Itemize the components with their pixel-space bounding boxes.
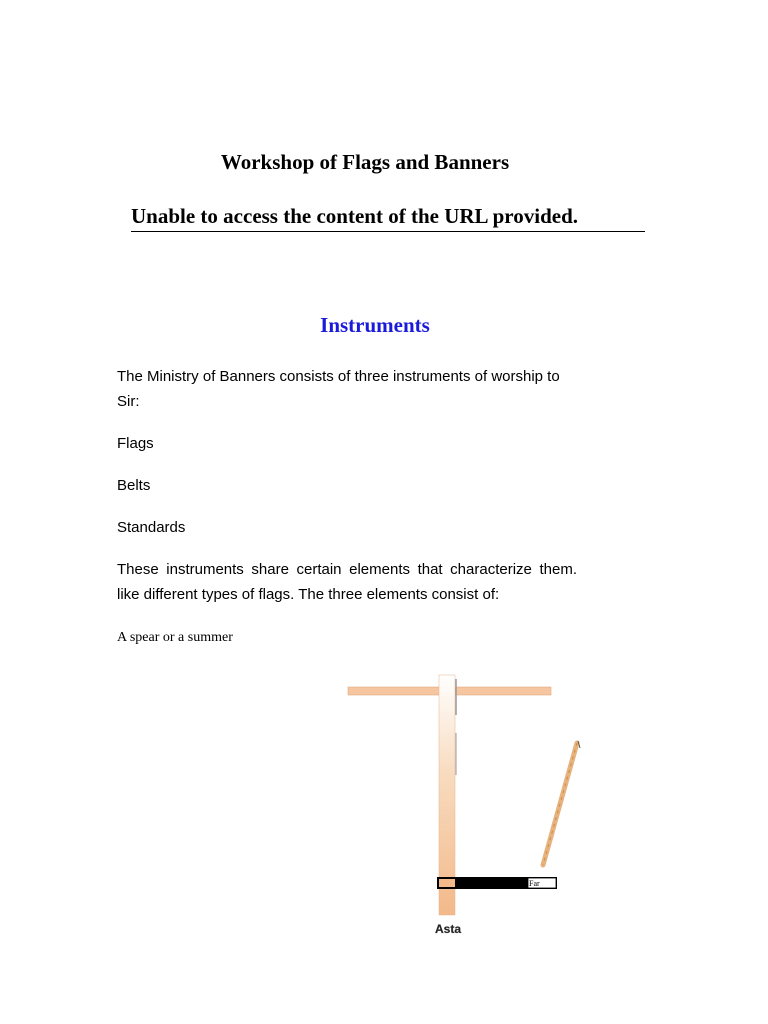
flag-pole-diagram bbox=[330, 665, 600, 950]
elements-paragraph: These instruments share certain elements that characterize them. like different types of flags. The three elements consist of: bbox=[117, 561, 577, 603]
instrument-item-flags: Flags bbox=[117, 435, 154, 452]
instrument-item-standards: Standards bbox=[117, 519, 186, 536]
instrument-item-belts: Belts bbox=[117, 477, 151, 494]
section-heading-instruments: Instruments bbox=[320, 313, 430, 337]
spear-shape bbox=[543, 741, 580, 865]
document-subtitle: Unable to access the content of the URL provided. bbox=[131, 204, 645, 232]
element-item-spear: A spear or a summer bbox=[117, 630, 233, 645]
pole-label: Asta bbox=[435, 922, 462, 936]
bar-label: Far bbox=[529, 879, 540, 888]
intro-paragraph: The Ministry of Banners consists of three instruments of worship to Sir: bbox=[117, 368, 560, 410]
document-title: Workshop of Flags and Banners bbox=[220, 150, 510, 174]
